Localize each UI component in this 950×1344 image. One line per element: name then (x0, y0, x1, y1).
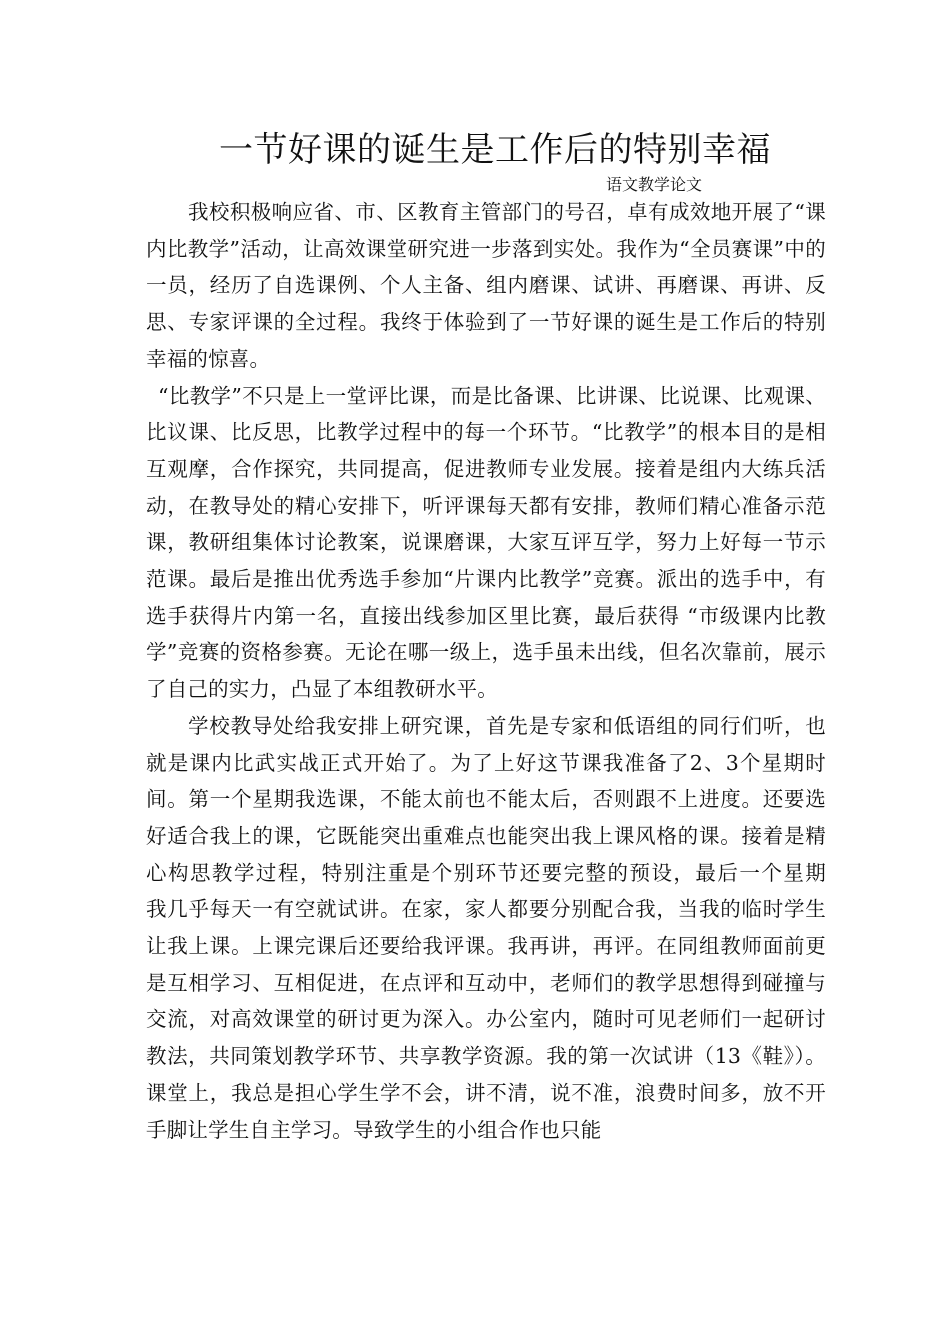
paragraph-2: “比教学”不只是上一堂评比课，而是比备课、比讲课、比说课、比观课、比议课、比反思，比教学过程中的每一个环节。“比教学”的根本目的是相互观摩，合作探究，共同提高，促进教师专业发展。接着是组内大练兵活动，在教导处的精心安排下，听评课每天都有安排，教师们精心准备示范课，教研组集体讨论教案，说课磨课，大家互评互学，努力上好每一节示范课。最后是推出优秀选手参加“片课内比教学”竞赛。派出的选手中，有选手获得片内第一名，直接出线参加区里比赛，最后获得 “市级课内比教学”竞赛的资格参赛。无论在哪一级上，选手虽未出线，但名次靠前，展示了自己的实力，凸显了本组教研水平。 (146, 383, 826, 702)
document-subtitle: 语文教学论文 (606, 175, 703, 194)
paragraph-3: 学校教导处给我安排上研究课，首先是专家和低语组的同行们听，也就是课内比武实战正式开始了。为了上好这节课我准备了2、3个星期时间。第一个星期我选课，不能太前也不能太后，否则跟不上进度。还要选好适合我上的课，它既能突出重难点也能突出我上课风格的课。接着是精心构思教学过程，特别注重是个别环节还要完整的预设，最后一个星期 我几乎每天一有空就试讲。在家，家人都要分别配合我，当我的临时学生让我上课。上课完课后还要给我评课。我再讲，再评。在同组教师面前更是互相学习、互相促进，在点评和互动中，老师们的教学思想得到碰撞与交流，对高效课堂的研讨更为深入。办公室内，随时可见老师们一起研讨教法，共同策划教学环节、共享教学资源。我的第一次试讲（13《鞋》）。课堂上，我总是担心学生学不会，讲不清，说不准，浪费时间多，放不开手脚让学生自主学习。导致学生的小组合作也只能 (146, 713, 847, 1142)
document-title: 一节好课的诞生是工作后的特别幸福 (219, 130, 771, 170)
document-body (146, 194, 847, 1148)
paragraph-1: 我校积极响应省、市、区教育主管部门的号召，卓有成效地开展了“课内比教学”活动，让高效课堂研究进一步落到实处。我作为“全员赛课”中的一员，经历了自选课例、个人主备、组内磨课、试讲、再磨课、再讲、反思、专家评课的全过程。我终于体验到了一节好课的诞生是工作后的特别幸福的惊喜。 (146, 200, 826, 371)
